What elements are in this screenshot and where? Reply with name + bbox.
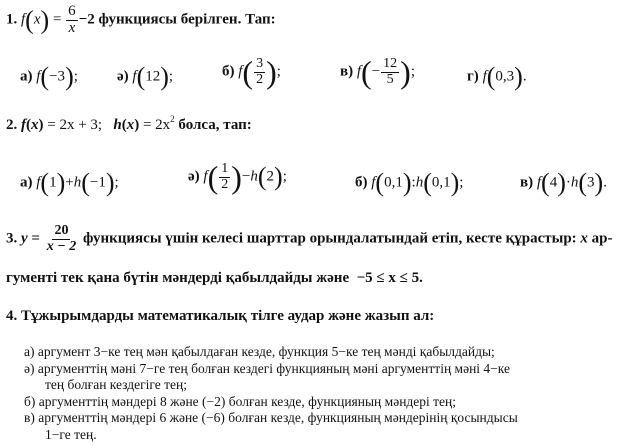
problem-3-text: функциясы үшін келесі шарттар орындалатындай етіп, кесте құрастыр: (82, 230, 577, 247)
problem-3-line-2: гументі тек қана бүтін мәндерді қабылдайды және −5 ≤ x ≤ 5. (6, 270, 423, 286)
problem-4-list (24, 344, 518, 443)
problem-1-item-v: в) f(− $\frac{12}{5}$ ); (340, 54, 415, 90)
list-item: а) аргумент 3−ке тең мән қабылдаған кезде, функция 5−ке тең мәнді қабылдайды; (24, 344, 495, 359)
problem-2-item-ae: ә) f( $\frac{1}{2}$ )−h(2); (188, 159, 287, 195)
problem-2-item-a: а) f(1)+h(−1); (20, 168, 119, 197)
problem-3-number: 3. (6, 230, 18, 247)
problem-4-number: 4. (6, 308, 18, 324)
problem-2-statement: 2. f(x) = 2x + 3; $h(x) = 2x^2$ болса, тап: (6, 114, 252, 133)
problem-2-item-v: в) f(4)·h(3). (520, 168, 607, 197)
problem-2-item-b: б) f(0,1):h(0,1); (355, 168, 464, 197)
problem-2-number: 2. (6, 117, 18, 133)
problem-2-text: болса, тап: (178, 117, 252, 133)
problem-1-statement: 1. f(x) = $\frac{6}{x}$ −2 функциясы берілген. Тап: (6, 3, 276, 36)
list-item: б) аргументтің мәндері 8 және (−2) болған кезде, функцияның мәндері тең; (24, 393, 457, 409)
list-item: ә) аргументтің мәні 7−ге тең болған кездегі функцияның мәні аргументтің мәні 4−ке тең болған кездегіге тең; (24, 360, 511, 392)
fraction-20-over-x-minus-2: $\frac{20}{x - 2}$ (46, 223, 77, 254)
problem-1-item-a: а) f(−3); (20, 62, 78, 91)
list-item: в) аргументтің мәндері 6 және (−6) болған кезде, функцияның мәндерінің қосындысы 1−ге тең. (24, 410, 518, 442)
problem-3-statement: 3. y = $\frac{20}{x - 2}$ функциясы үшін келесі шарттар орындалатындай етіп, кесте құрастыр: x ар- (6, 223, 613, 254)
problem-1-number: 1. (6, 11, 18, 28)
problem-1-item-b: б) f( $\frac{3}{2}$ ); (222, 54, 281, 90)
inequality: −5 ≤ x ≤ 5 (356, 270, 420, 286)
fraction-6-over-x: $\frac{6}{x}$ (68, 3, 76, 36)
problem-4-title: 4. Тұжырымдарды математикалық тілге аудар және жазып ал: (6, 308, 435, 324)
problem-1-text: −2 функциясы берілген. Тап: (78, 11, 276, 28)
problem-1-item-ae: ә) f(12); (117, 62, 174, 91)
problem-1-item-g: г) f(0,3). (467, 62, 527, 91)
